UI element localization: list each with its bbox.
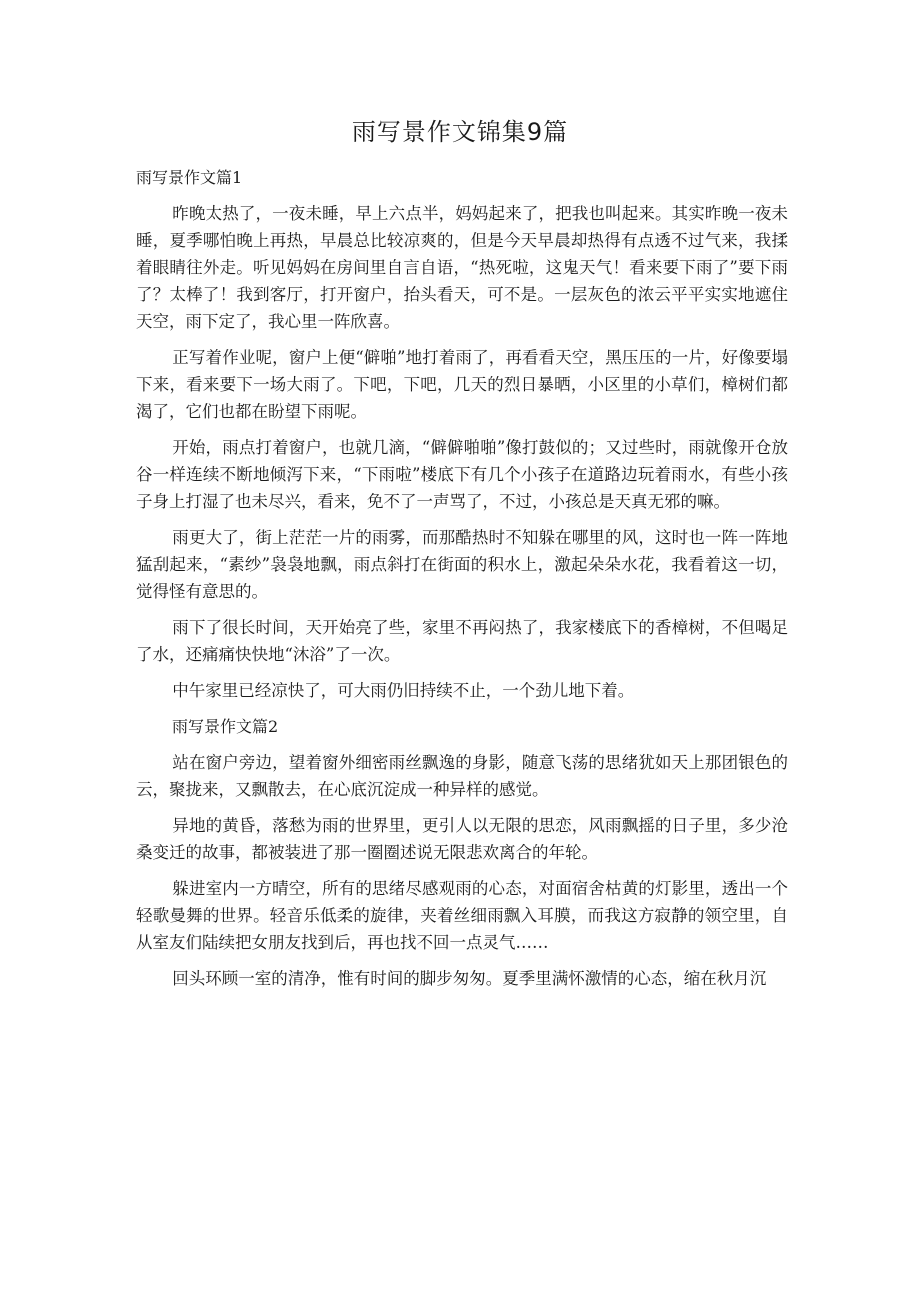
document-body xyxy=(136,164,788,1001)
paragraph: 躲进室内一方晴空，所有的思绪尽感观雨的心态，对面宿舍枯黄的灯影里，透出一个轻歌曼舞的世界。轻音乐低柔的旋律，夹着丝细雨飘入耳膜，而我这方寂静的领空里，自从室友们陆续把女朋友找到后，再也找不回一点灵气…… xyxy=(136,879,788,952)
paragraph: 昨晚太热了，一夜未睡，早上六点半，妈妈起来了，把我也叫起来。其实昨晚一夜未睡，夏季哪怕晚上再热，早晨总比较凉爽的，但是今天早晨却热得有点透不过气来，我揉着眼睛往外走。听见妈妈在房间里自言自语，“热死啦，这鬼天气！看来要下雨了”要下雨了？太棒了！我到客厅，打开窗户，抬头看天，可不是。一层灰色的浓云平平实实地遮住天空，雨下定了，我心里一阵欣喜。 xyxy=(136,204,788,331)
section-2 xyxy=(136,713,788,992)
paragraph: 回头环顾一室的清净，惟有时间的脚步匆匆。夏季里满怀激情的心态，缩在秋月沉 xyxy=(172,969,767,988)
section-heading: 雨写景作文篇1 xyxy=(136,168,243,187)
paragraph: 雨下了很长时间，天开始亮了些，家里不再闷热了，我家楼底下的香樟树，不但喝足了水，还痛痛快快地“沐浴”了一次。 xyxy=(136,618,788,664)
paragraph: 雨更大了，街上茫茫一片的雨雾，而那酷热时不知躲在哪里的风，这时也一阵一阵地猛刮起来，“素纱”袅袅地飘，雨点斜打在街面的积水上，激起朵朵水花，我看着这一切，觉得怪有意思的。 xyxy=(136,528,788,601)
section-1 xyxy=(136,164,788,704)
paragraph: 站在窗户旁边，望着窗外细密雨丝飘逸的身影，随意飞荡的思绪犹如天上那团银色的云，聚拢来，又飘散去，在心底沉淀成一种异样的感觉。 xyxy=(136,753,788,799)
section-heading: 雨写景作文篇2 xyxy=(172,717,279,736)
document-title: 雨写景作文锦集9篇 xyxy=(351,118,569,146)
paragraph: 正写着作业呢，窗户上便“僻啪”地打着雨了，再看看天空，黑压压的一片，好像要塌下来，看来要下一场大雨了。下吧，下吧，几天的烈日暴晒，小区里的小草们，樟树们都渴了，它们也都在盼望下雨呢。 xyxy=(136,348,788,421)
paragraph: 异地的黄昏，落愁为雨的世界里，更引人以无限的思恋，风雨飘摇的日子里，多少沧桑变迁的故事，都被装进了那一圈圈述说无限悲欢离合的年轮。 xyxy=(136,816,788,862)
paragraph: 中午家里已经凉快了，可大雨仍旧持续不止，一个劲儿地下着。 xyxy=(172,681,635,700)
paragraph: 开始，雨点打着窗户，也就几滴，“僻僻啪啪”像打鼓似的；又过些时，雨就像开仓放谷一样连续不断地倾泻下来，“下雨啦”楼底下有几个小孩子在道路边玩着雨水，有些小孩子身上打湿了也未尽兴，看来，免不了一声骂了，不过，小孩总是天真无邪的嘛。 xyxy=(136,438,788,511)
